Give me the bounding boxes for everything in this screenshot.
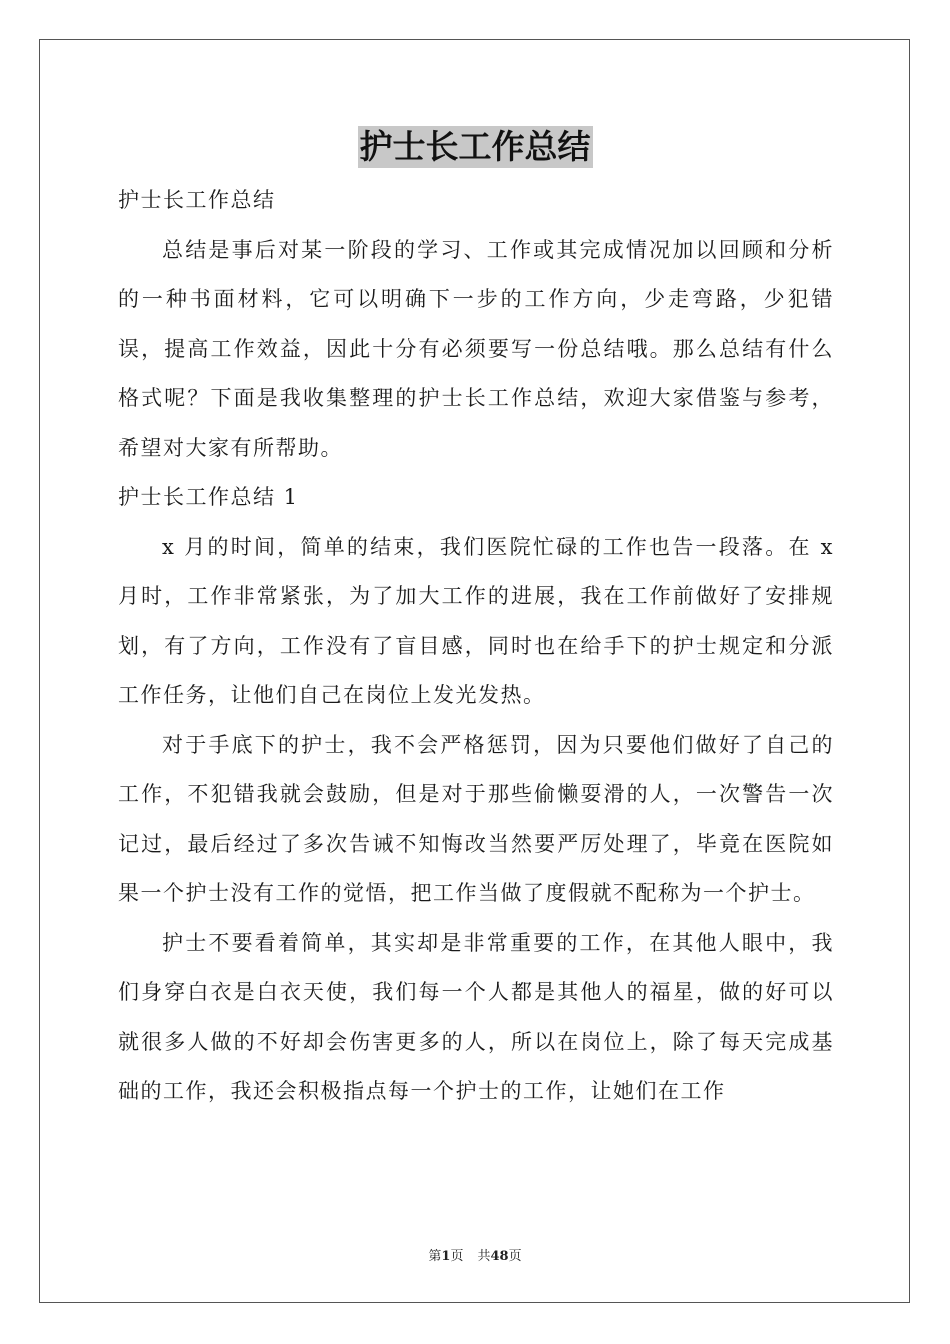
document-body <box>118 176 834 1117</box>
body-paragraph: x 月的时间，简单的结束，我们医院忙碌的工作也告一段落。在 x 月时，工作非常紧张，为了加大工作的进展，我在工作前做好了安排规划，有了方向，工作没有了盲目感，同时也在给手下的护士规定和分派工作任务，让他们自己在岗位上发光发热。 <box>118 534 834 707</box>
page-footer <box>0 1248 950 1266</box>
section-heading-1: 护士长工作总结 1 <box>118 485 299 509</box>
page-prefix: 第 <box>428 1249 442 1264</box>
intro-paragraph: 总结是事后对某一阶段的学习、工作或其完成情况加以回顾和分析的一种书面材料，它可以明确下一步的工作方向，少走弯路，少犯错误，提高工作效益，因此十分有必须要写一份总结哦。那么总结有什么格式呢？下面是我收集整理的护士长工作总结，欢迎大家借鉴与参考，希望对大家有所帮助。 <box>118 237 834 460</box>
total-suffix: 页 <box>508 1249 522 1264</box>
title-container <box>0 126 950 168</box>
page-suffix: 页 <box>450 1249 464 1264</box>
body-paragraph: 对于手底下的护士，我不会严格惩罚，因为只要他们做好了自己的工作，不犯错我就会鼓励，但是对于那些偷懒耍滑的人，一次警告一次记过，最后经过了多次告诫不知悔改当然要严厉处理了，毕竟在医院如果一个护士没有工作的觉悟，把工作当做了度假就不配称为一个护士。 <box>118 732 834 905</box>
section-heading: 护士长工作总结 <box>118 188 276 212</box>
page-number: 1 <box>441 1249 451 1264</box>
total-prefix: 共 <box>477 1249 491 1264</box>
total-pages: 48 <box>490 1249 509 1264</box>
body-paragraph: 护士不要看着简单，其实却是非常重要的工作，在其他人眼中，我们身穿白衣是白衣天使，我们每一个人都是其他人的福星，做的好可以就很多人做的不好却会伤害更多的人，所以在岗位上，除了每天完成基础的工作，我还会积极指点每一个护士的工作，让她们在工作 <box>118 930 834 1103</box>
document-title: 护士长工作总结 <box>359 127 591 166</box>
